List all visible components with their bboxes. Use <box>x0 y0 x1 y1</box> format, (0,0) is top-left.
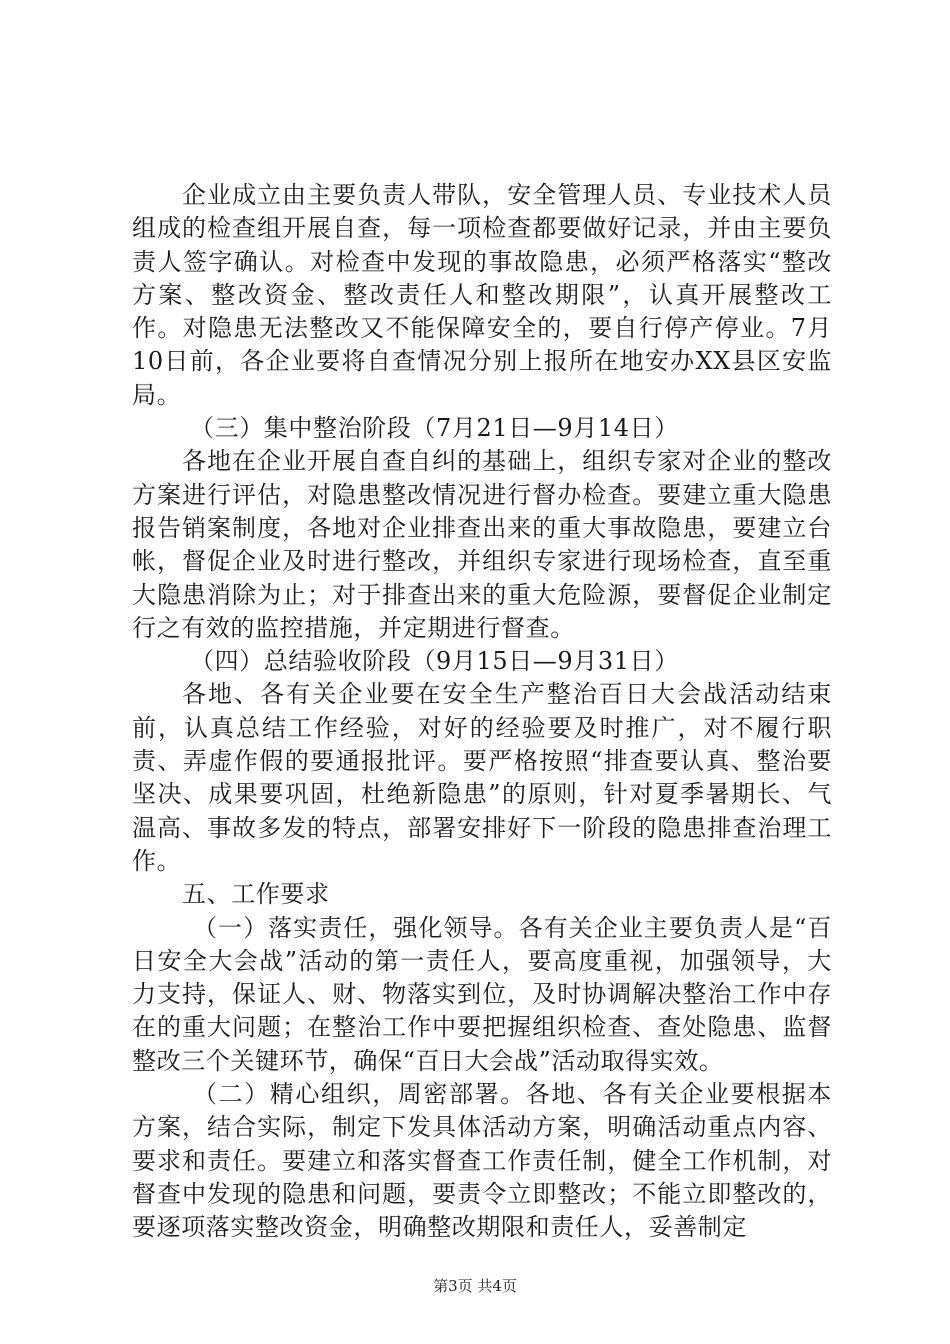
document-body <box>132 179 832 1245</box>
page-number-footer: 第3页 共4页 <box>433 1277 517 1295</box>
paragraph-requirement-two: （二）精心组织，周密部署。各地、各有关企业要根据本方案，结合实际，制定下发具体活动方案，明确活动重点内容、要求和责任。要建立和落实督查工作责任制，健全工作机制，对督查中发现的隐患和问题，要责令立即整改；不能立即整改的，要逐项落实整改资金，明确整改期限和责任人，妥善制定 <box>132 1080 832 1242</box>
heading-stage-three: （三）集中整治阶段（7月21日—9月14日） <box>190 414 679 443</box>
paragraph-self-inspection: 企业成立由主要负责人带队，安全管理人员、专业技术人员组成的检查组开展自查，每一项检查都要做好记录，并由主要负责人签字确认。对检查中发现的事故隐患，必须严格落实“整改方案、整改资金、整改责任人和整改期限”，认真开展整改工作。对隐患无法整改又不能保障安全的，要自行停产停业。7月10日前，各企业要将自查情况分别上报所在地安办XX县区安监局。 <box>132 181 832 409</box>
paragraph-summary-acceptance: 各地、各有关企业要在安全生产整治百日大会战活动结束前，认真总结工作经验，对好的经验要及时推广，对不履行职责、弄虚作假的要通报批评。要严格按照“排查要认真、整治要坚决、成果要巩固，杜绝新隐患”的原则，针对夏季暑期长、气温高、事故多发的特点，部署安排好下一阶段的隐患排查治理工作。 <box>132 680 832 875</box>
heading-stage-four: （四）总结验收阶段（9月15日—9月31日） <box>190 647 679 676</box>
paragraph-centralized-rectification: 各地在企业开展自查自纠的基础上，组织专家对企业的整改方案进行评估，对隐患整改情况进行督办检查。要建立重大隐患报告销案制度，各地对企业排查出来的重大事故隐患，要建立台帐，督促企业及时进行整改，并组织专家进行现场检查，直至重大隐患消除为止；对于排查出来的重大危险源，要督促企业制定行之有效的监控措施，并定期进行督查。 <box>132 447 832 642</box>
heading-work-requirements: 五、工作要求 <box>182 880 330 909</box>
paragraph-requirement-one: （一）落实责任，强化领导。各有关企业主要负责人是“百日安全大会战”活动的第一责任人，要高度重视，加强领导，大力支持，保证人、财、物落实到位，及时协调解决整治工作中存在的重大问题；在整治工作中要把握组织检查、查处隐患、监督整改三个关键环节，确保“百日大会战”活动取得实效。 <box>132 913 832 1075</box>
